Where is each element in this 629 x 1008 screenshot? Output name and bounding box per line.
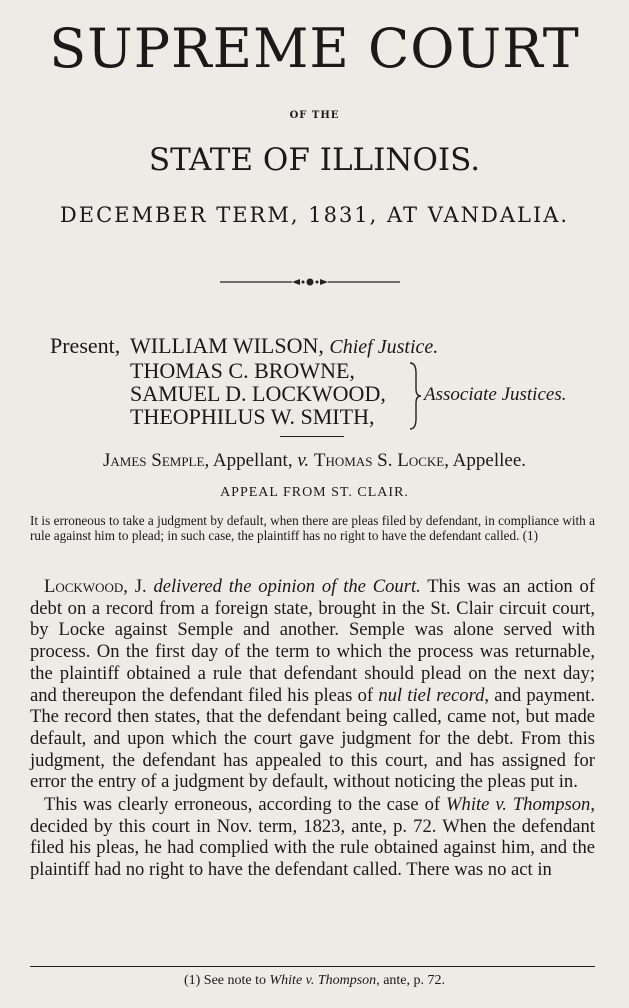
appeal-from: APPEAL FROM ST. CLAIR. — [220, 485, 409, 500]
court-title: SUPREME COURT — [49, 17, 580, 80]
associate-justice: SAMUEL D. LOCKWOOD, — [130, 381, 386, 406]
paragraph-text: , and payment. The record then states, that the defendant being called, came not, but made default, and upon which the court gave judgment for the debt. From this judgment, the defendant has appealed to this court, and has assigned for error the entry of a judgment by default, without noticing the pleas put in. — [30, 684, 595, 793]
delivered-phrase: delivered the opinion of the Court. — [153, 576, 421, 597]
associate-justice: THEOPHILUS W. SMITH, — [130, 404, 375, 429]
associate-justices-title: Associate Justices. — [424, 384, 567, 405]
headnote: It is erroneous to take a judgment by default, when there are pleas filed by defendant, in compliance with a rule against him to plead; in such case, the plaintiff has no right to have the defendant called. (1) — [30, 513, 595, 543]
appellant-role: , Appellant, — [204, 450, 298, 471]
term-line: DECEMBER TERM, 1831, AT VANDALIA. — [59, 203, 570, 227]
case-citation: White v. Thompson — [446, 794, 591, 816]
plea-name: nul tiel record — [378, 684, 485, 706]
appellant-name: James Semple — [102, 450, 205, 471]
chief-justice — [130, 333, 438, 359]
ornament-divider — [220, 277, 400, 287]
footnote-marker: (1) See note to — [183, 973, 270, 988]
state-title: STATE OF ILLINOIS. — [148, 142, 481, 178]
appellee-role: , Appellee. — [444, 450, 527, 471]
opinion-paragraph — [30, 576, 595, 793]
paragraph-text: , decided by this court in Nov. term, 1823, ante, p. 72. When the defendant filed his pleas, he had complied with the rule obtained against him, and the plaintiff had no right to have the defendant called. There was no act in — [30, 794, 595, 881]
chief-justice-name: WILLIAM WILSON, — [130, 333, 324, 358]
versus-label: v. — [297, 450, 310, 471]
appellee-name: Thomas S. Locke — [313, 450, 445, 471]
of-the-label: OF THE — [289, 110, 340, 121]
court-roster — [0, 333, 629, 433]
chief-justice-title: Chief Justice. — [329, 336, 439, 358]
paragraph-text: This was clearly erroneous, according to the case of — [44, 794, 447, 816]
case-caption — [0, 450, 629, 472]
footnote-divider — [30, 966, 595, 967]
footnote-rest: , ante, p. 72. — [376, 973, 446, 988]
footnote — [0, 973, 629, 989]
footnote-case: White v. Thompson — [269, 973, 377, 988]
brace-icon — [406, 361, 422, 431]
present-label: Present, — [50, 333, 121, 358]
opinion-paragraph — [30, 794, 595, 881]
judge-name: Lockwood, J. — [44, 576, 147, 597]
paragraph-text: This was an action of debt on a record from a foreign state, brought in the St. Clair circuit court, by Locke against Semple and another. Semple was alone served with process. On the first day of the term to which the process was returnable, the plaintiff obtained a rule that defendant should plead on the next day; and thereupon the defendant filed his pleas of — [30, 576, 596, 706]
associate-justice: THOMAS C. BROWNE, — [130, 358, 355, 383]
opinion-text — [30, 576, 595, 881]
section-divider — [280, 436, 344, 437]
